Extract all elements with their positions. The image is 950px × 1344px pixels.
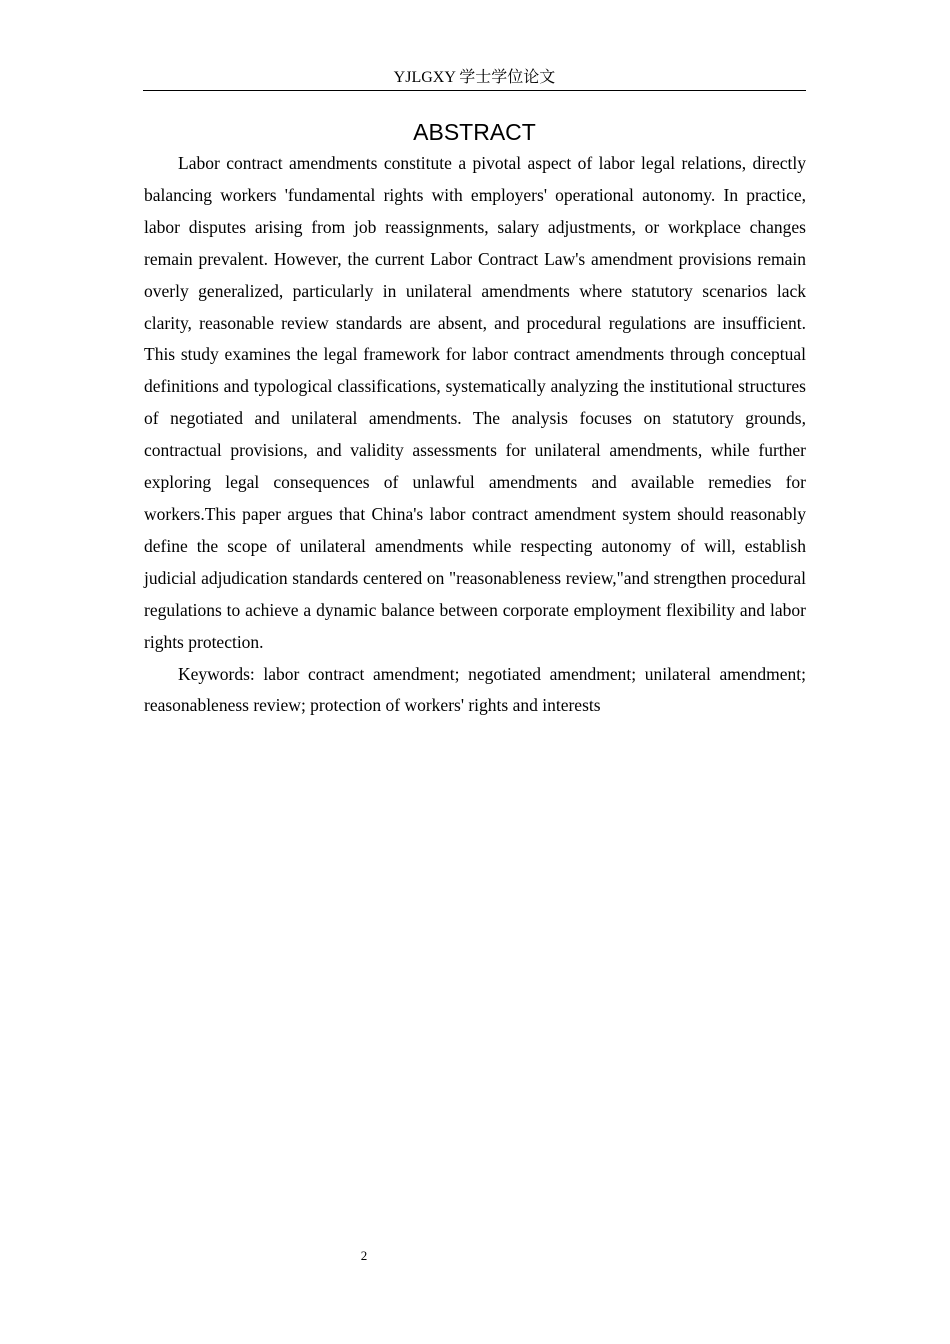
page-number: 2 [360,1248,368,1263]
page-header: YJLGXY 学士学位论文 [143,66,806,91]
abstract-body [144,148,806,722]
keywords-paragraph: Keywords: labor contract amendment; negotiated amendment; unilateral amendment; reasonableness review; protection of workers' rights and interests [144,663,806,716]
abstract-title: ABSTRACT [413,119,536,145]
abstract-paragraph: Labor contract amendments constitute a pivotal aspect of labor legal relations, directly balancing workers 'fundamental rights with employers' operational autonomy. In practice, labor disputes arising from job reassignments, salary adjustments, or workplace changes remain prevalent. However, the current Labor Contract Law's amendment provisions remain overly generalized, particularly in unilateral amendments where statutory scenarios lack clarity, reasonable review standards are absent, and procedural regulations are insufficient. This study examines the legal framework for labor contract amendments through conceptual definitions and typological classifications, systematically analyzing the institutional structures of negotiated and unilateral amendments. The analysis focuses on statutory grounds, contractual provisions, and validity assessments for unilateral amendments, while further exploring legal consequences of unlawful amendments and available remedies for workers.This paper argues that China's labor contract amendment system should reasonably define the scope of unilateral amendments while respecting autonomy of will, establish judicial adjudication standards centered on "reasonableness review,"and strengthen procedural regulations to achieve a dynamic balance between corporate employment flexibility and labor rights protection. [144,153,806,652]
